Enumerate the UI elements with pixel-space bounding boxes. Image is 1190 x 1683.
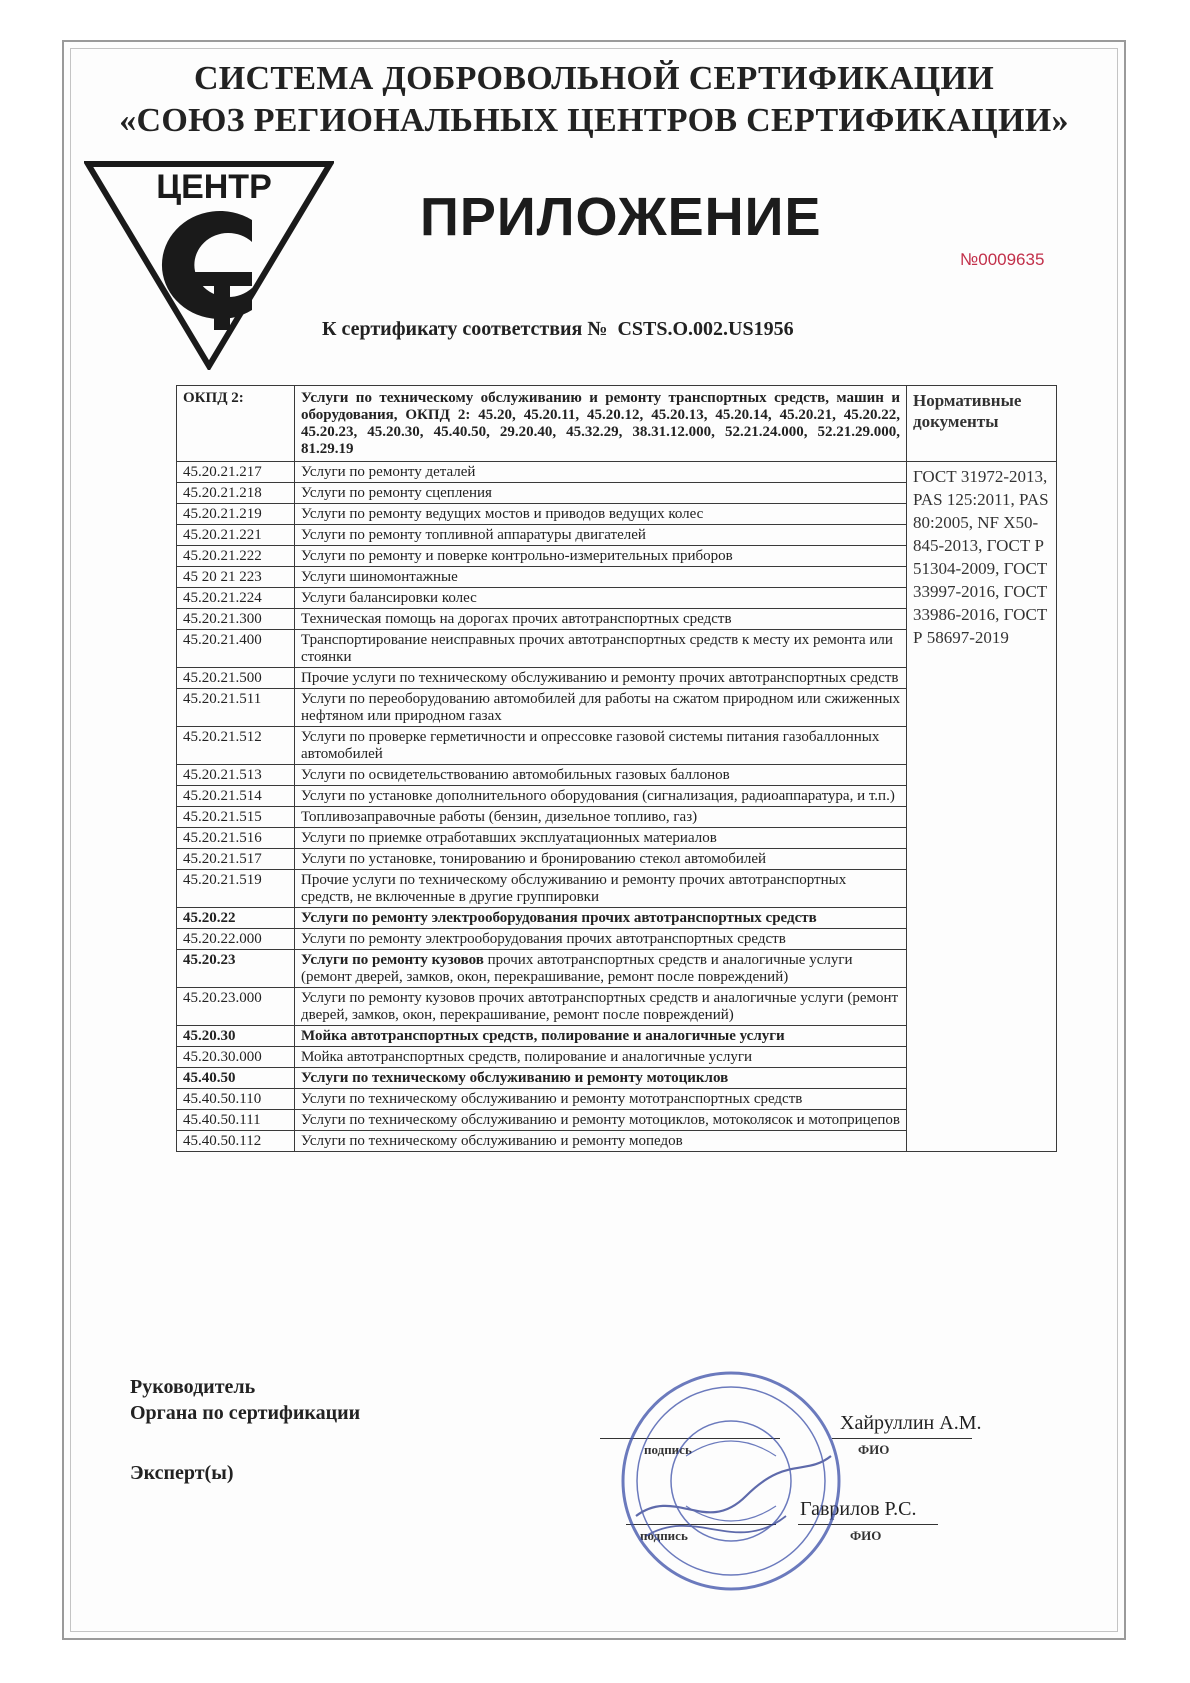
row-description: Услуги по ремонту кузовов прочих автотранспортных средств и аналогичные услуги (ремонт дверей, замков, окон, перекрашивание, ремонт после повреждений): [295, 988, 907, 1026]
row-description: Услуги по техническому обслуживанию и ремонту мотоциклов, мотоколясок и мотоприцепов: [295, 1110, 907, 1131]
centre-st-logo: [84, 160, 334, 370]
logo-letter-t-stem-icon: [214, 272, 230, 330]
row-code: 45.20.30.000: [177, 1047, 295, 1068]
row-description: Услуги по ремонту электрооборудования прочих автотранспортных средств: [295, 908, 907, 929]
expert-name: Гаврилов Р.С.: [800, 1498, 917, 1520]
head-name-line: [832, 1438, 972, 1439]
row-code: 45.20.23.000: [177, 988, 295, 1026]
logo-letter-c-icon: [162, 211, 252, 319]
row-description: Услуги по ремонту деталей: [295, 462, 907, 483]
expert-label: Эксперт(ы): [130, 1462, 234, 1484]
row-code: 45.20.21.516: [177, 828, 295, 849]
row-description: Услуги по ремонту электрооборудования прочих автотранспортных средств: [295, 929, 907, 950]
table-row: [177, 462, 1057, 483]
normdocs-cell: ГОСТ 31972-2013, PAS 125:2011, PAS 80:2005, NF X50-845-2013, ГОСТ Р 51304-2009, ГОСТ 33997-2016, ГОСТ 33986-2016, ГОСТ Р 58697-2019: [907, 462, 1057, 1152]
certificate-label: К сертификату соответствия №: [322, 318, 608, 340]
row-description: Услуги по установке, тонированию и бронированию стекол автомобилей: [295, 849, 907, 870]
row-code: 45.20.30: [177, 1026, 295, 1047]
row-description: Услуги по приемке отработавших эксплуатационных материалов: [295, 828, 907, 849]
row-code: 45.40.50.112: [177, 1131, 295, 1152]
expert-signature-caption: подпись: [640, 1528, 688, 1543]
row-description: Услуги по установке дополнительного оборудования (сигнализация, радиоаппаратура, и т.п.): [295, 786, 907, 807]
row-description: Услуги по ремонту сцепления: [295, 483, 907, 504]
row-description: Транспортирование неисправных прочих автотранспортных средств к месту их ремонта или стоянки: [295, 630, 907, 668]
row-code: 45.20.21.515: [177, 807, 295, 828]
row-description: Услуги балансировки колес: [295, 588, 907, 609]
row-description: Мойка автотранспортных средств, полирование и аналогичные услуги: [295, 1047, 907, 1068]
certificate-reference: [322, 318, 794, 341]
row-description: Услуги по ремонту топливной аппаратуры двигателей: [295, 525, 907, 546]
row-code: 45.20.23: [177, 950, 295, 988]
row-code: 45.20.21.500: [177, 668, 295, 689]
table-header-row: [177, 386, 1057, 462]
head-label-2: Органа по сертификации: [130, 1402, 361, 1424]
row-description: Услуги шиномонтажные: [295, 567, 907, 588]
row-description: Услуги по переоборудованию автомобилей для работы на сжатом природном или сжиженных нефтяном или природном газах: [295, 689, 907, 727]
row-description: Мойка автотранспортных средств, полирование и аналогичные услуги: [295, 1026, 907, 1047]
logo-text: ЦЕНТР: [156, 168, 272, 206]
row-code: 45.20.21.221: [177, 525, 295, 546]
system-title-line-2: «СОЮЗ РЕГИОНАЛЬНЫХ ЦЕНТРОВ СЕРТИФИКАЦИИ»: [119, 102, 1069, 139]
row-description: Прочие услуги по техническому обслуживанию и ремонту прочих автотранспортных средств: [295, 668, 907, 689]
row-code: 45.20.21.219: [177, 504, 295, 525]
row-code: 45.20.21.512: [177, 727, 295, 765]
row-description: Услуги по техническому обслуживанию и ремонту мопедов: [295, 1131, 907, 1152]
header-normdocs: Нормативные документы: [907, 386, 1057, 462]
row-code: 45.20.21.218: [177, 483, 295, 504]
row-code: 45.20.21.217: [177, 462, 295, 483]
row-description: Услуги по ремонту и поверке контрольно-измерительных приборов: [295, 546, 907, 567]
row-code: 45.20.21.222: [177, 546, 295, 567]
row-description-rest: прочих автотранспортных средств и аналогичные услуги (ремонт дверей, замков, окон, перекрашивание, ремонт после повреждений): [301, 952, 853, 985]
certificate-number: CSTS.O.002.US1956: [617, 318, 794, 340]
row-description-bold: Услуги по ремонту кузовов: [301, 952, 484, 968]
row-code: 45.20.21.513: [177, 765, 295, 786]
expert-fio-caption: ФИО: [850, 1528, 882, 1543]
row-code: 45.20.21.514: [177, 786, 295, 807]
row-description: Услуги по техническому обслуживанию и ремонту мотоциклов: [295, 1068, 907, 1089]
row-code: 45.20.21.517: [177, 849, 295, 870]
row-code: 45.40.50: [177, 1068, 295, 1089]
row-description: Услуги по техническому обслуживанию и ремонту мототранспортных средств: [295, 1089, 907, 1110]
row-code: 45.20.21.519: [177, 870, 295, 908]
row-code: 45 20 21 223: [177, 567, 295, 588]
services-table: [176, 385, 1057, 1152]
row-code: 45.20.21.224: [177, 588, 295, 609]
row-code: 45.20.21.400: [177, 630, 295, 668]
head-name: Хайруллин А.М.: [840, 1412, 982, 1434]
row-code: 45.20.21.511: [177, 689, 295, 727]
row-description: Топливозаправочные работы (бензин, дизельное топливо, газ): [295, 807, 907, 828]
organization-stamp-icon: [616, 1366, 846, 1596]
head-fio-caption: ФИО: [858, 1442, 890, 1457]
row-description: Услуги по освидетельствованию автомобильных газовых баллонов: [295, 765, 907, 786]
row-description: Техническая помощь на дорогах прочих автотранспортных средств: [295, 609, 907, 630]
serial-number: №0009635: [960, 250, 1045, 269]
header-description: Услуги по техническому обслуживанию и ремонту транспортных средств, машин и оборудования, ОКПД 2: 45.20, 45.20.11, 45.20.12, 45.20.13, 45.20.14, 45.20.21, 45.20.22, 45.20.23, 45.20.30, 45.40.50, 29.20.40, 45.32.29, 38.31.12.000, 52.21.24.000, 52.21.29.000, 81.29.19: [295, 386, 907, 462]
head-label-1: Руководитель: [130, 1376, 256, 1398]
row-description: Услуги по проверке герметичности и опрессовке газовой системы питания газобаллонных автомобилей: [295, 727, 907, 765]
document-title: ПРИЛОЖЕНИЕ: [420, 187, 822, 247]
row-code: 45.40.50.110: [177, 1089, 295, 1110]
row-code: 45.20.22.000: [177, 929, 295, 950]
row-description: Прочие услуги по техническому обслуживанию и ремонту прочих автотранспортных средств, не включенные в другие группировки: [295, 870, 907, 908]
header-code: ОКПД 2:: [177, 386, 295, 462]
row-description: Услуги по ремонту ведущих мостов и приводов ведущих колес: [295, 504, 907, 525]
row-description: [295, 950, 907, 988]
row-code: 45.20.22: [177, 908, 295, 929]
head-signature-caption: подпись: [644, 1442, 692, 1457]
row-code: 45.40.50.111: [177, 1110, 295, 1131]
system-title-line-1: СИСТЕМА ДОБРОВОЛЬНОЙ СЕРТИФИКАЦИИ: [193, 60, 995, 97]
row-code: 45.20.21.300: [177, 609, 295, 630]
